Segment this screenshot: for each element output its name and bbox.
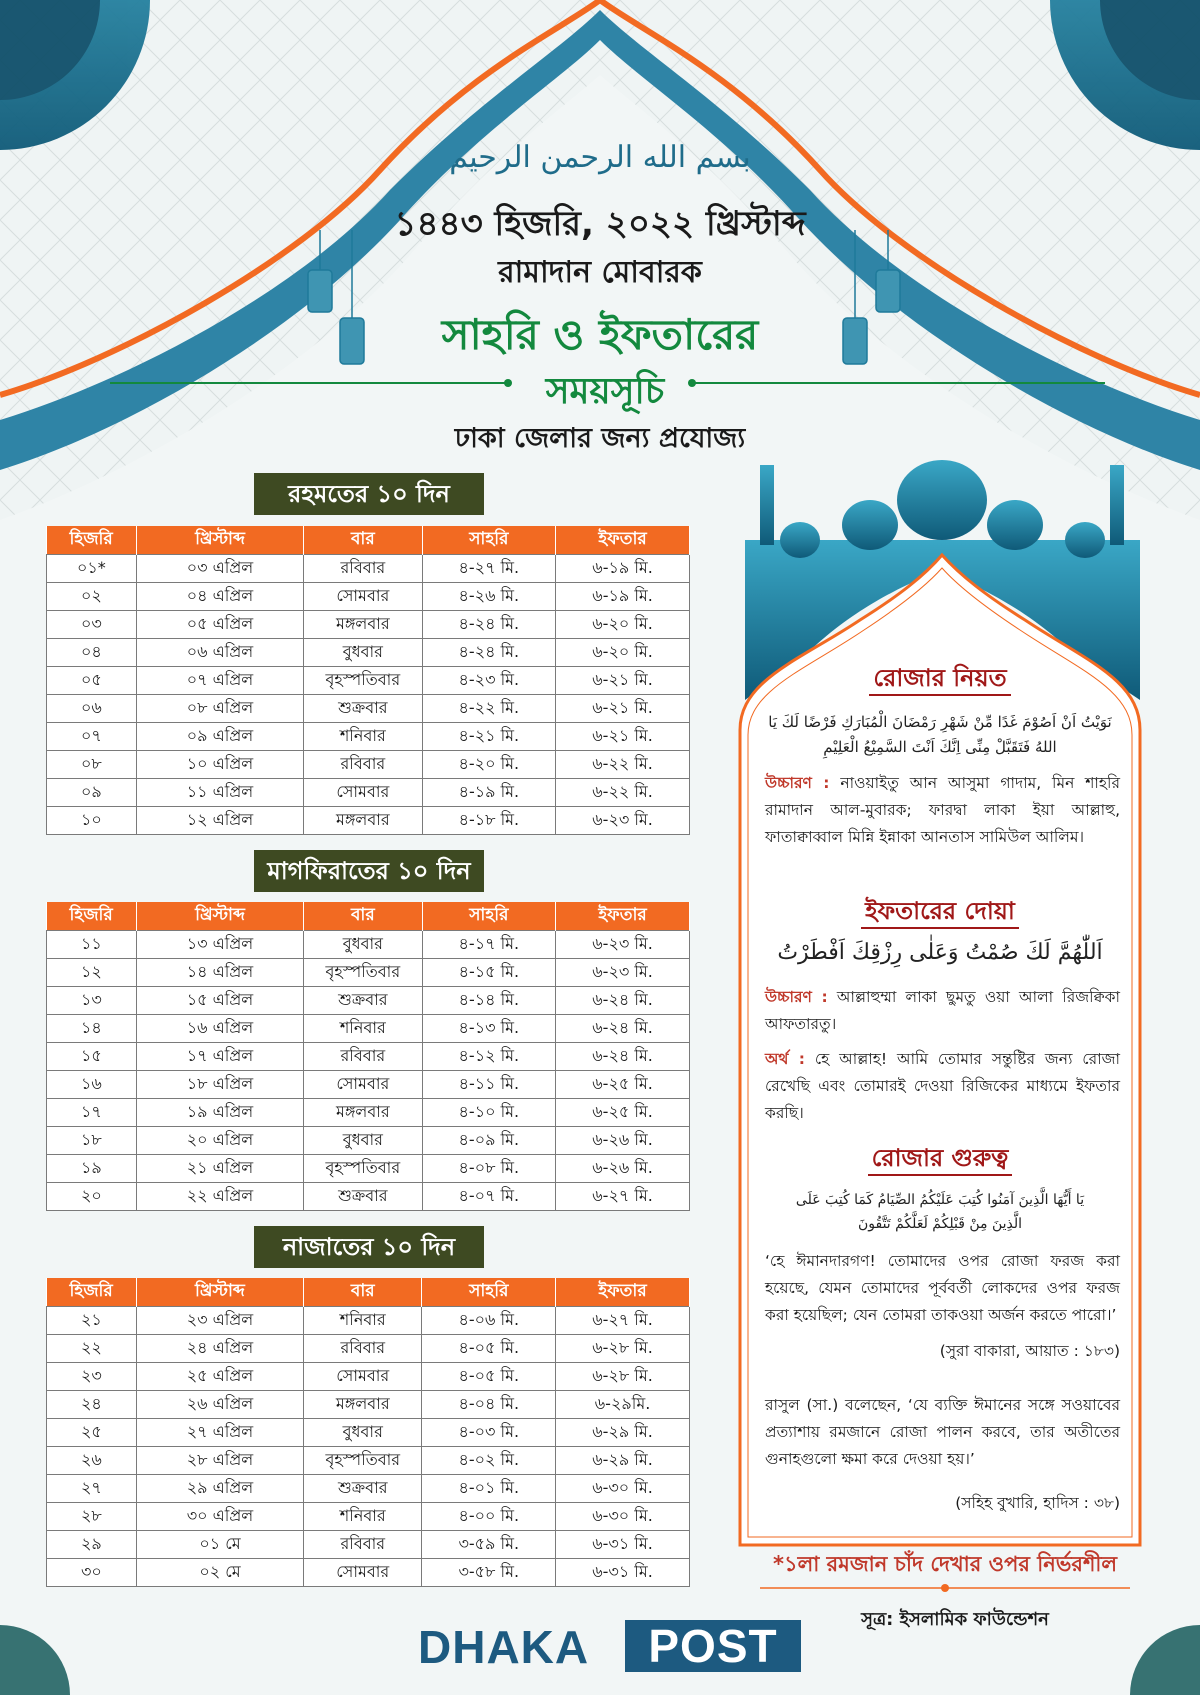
table-row (47, 987, 690, 1015)
iftar-time-cell: ৬-২৬ মি. (556, 1155, 690, 1183)
sehri-time-cell: ৪-২৭ মি. (422, 555, 556, 583)
sehri-time-cell: ৪-০৪ মি. (422, 1391, 556, 1419)
gregorian-date-cell: ০৯ এপ্রিল (136, 723, 303, 751)
hijri-date-cell: ২৩ (47, 1363, 137, 1391)
iftar-time-cell: ৬-২১ মি. (556, 695, 690, 723)
meaning-text: হে আল্লাহ! আমি তোমার সন্তুষ্টির জন্য রোজা রেখেছি এবং তোমারই দেওয়া রিজিকের মাধ্যমে ইফতার করছি। (765, 1050, 1120, 1122)
hijri-date-cell: ২১ (47, 1307, 137, 1335)
hijri-date-cell: ০২ (47, 583, 137, 611)
table-row (47, 1531, 690, 1559)
col-header: ইফতার (556, 526, 690, 555)
weekday-cell: রবিবার (304, 555, 422, 583)
weekday-cell: শুক্রবার (304, 1183, 422, 1211)
sehri-time-cell: ৩-৫৯ মি. (422, 1531, 556, 1559)
table-header (47, 526, 690, 555)
gregorian-date-cell: ১১ এপ্রিল (136, 779, 303, 807)
timetable-rahmat (46, 526, 690, 835)
table-row (47, 667, 690, 695)
gregorian-date-cell: ০৬ এপ্রিল (136, 639, 303, 667)
table-row (47, 1099, 690, 1127)
table-row (47, 1419, 690, 1447)
section-title-najat: নাজাতের ১০ দিন (254, 1226, 484, 1268)
weekday-cell: রবিবার (304, 1043, 422, 1071)
table-row (47, 639, 690, 667)
gregorian-date-cell: ২৪ এপ্রিল (136, 1335, 303, 1363)
col-header: খ্রিস্টাব্দ (136, 526, 303, 555)
col-header: বার (304, 526, 422, 555)
sehri-time-cell: ৪-১৮ মি. (422, 807, 556, 835)
iftar-time-cell: ৬-২৩ মি. (556, 807, 690, 835)
weekday-cell: মঙ্গলবার (304, 611, 422, 639)
sehri-time-cell: ৪-০২ মি. (422, 1447, 556, 1475)
sehri-time-cell: ৪-২০ মি. (422, 751, 556, 779)
table-row (47, 695, 690, 723)
hijri-date-cell: ১১ (47, 931, 137, 959)
iftar-time-cell: ৬-২৩ মি. (556, 959, 690, 987)
weekday-cell: শুক্রবার (304, 695, 422, 723)
hijri-date-cell: ১৫ (47, 1043, 137, 1071)
iftar-time-cell: ৬-২৯ মি. (556, 1447, 690, 1475)
table-row (47, 959, 690, 987)
hadith-reference: (সহিহ বুখারি, হাদিস : ৩৮) (955, 1494, 1120, 1512)
iftar-dua-pronunciation (765, 984, 1120, 1038)
weekday-cell: সোমবার (304, 779, 422, 807)
weekday-cell: বুধবার (304, 931, 422, 959)
table-row (47, 555, 690, 583)
weekday-cell: শনিবার (304, 1503, 422, 1531)
weekday-cell: মঙ্গলবার (304, 1391, 422, 1419)
iftar-time-cell: ৬-২৮ মি. (556, 1335, 690, 1363)
table-header (47, 902, 690, 931)
iftar-time-cell: ৬-২৯ মি. (556, 1419, 690, 1447)
sehri-time-cell: ৪-২১ মি. (422, 723, 556, 751)
table-row (47, 1155, 690, 1183)
hijri-date-cell: ১৯ (47, 1155, 137, 1183)
iftar-time-cell: ৬-২০ মি. (556, 639, 690, 667)
table-row (47, 1307, 690, 1335)
iftar-time-cell: ৬-২৮ মি. (556, 1363, 690, 1391)
sehri-time-cell: ৪-০৩ মি. (422, 1419, 556, 1447)
weekday-cell: বৃহস্পতিবার (304, 1155, 422, 1183)
table-row (47, 1559, 690, 1587)
table-row (47, 1503, 690, 1531)
iftar-time-cell: ৬-১৯ মি. (556, 555, 690, 583)
weekday-cell: বুধবার (304, 1419, 422, 1447)
table-row (47, 723, 690, 751)
col-header: সাহরি (422, 526, 556, 555)
hijri-date-cell: ২৬ (47, 1447, 137, 1475)
niyat-heading (780, 660, 1100, 700)
col-header: বার (304, 902, 422, 931)
hijri-date-cell: ০৭ (47, 723, 137, 751)
hijri-date-cell: ১২ (47, 959, 137, 987)
iftar-time-cell: ৬-২১ মি. (556, 723, 690, 751)
iftar-time-cell: ৬-২৫ মি. (556, 1099, 690, 1127)
gregorian-date-cell: ১৩ এপ্রিল (136, 931, 303, 959)
weekday-cell: শুক্রবার (304, 1475, 422, 1503)
weekday-cell: বৃহস্পতিবার (304, 1447, 422, 1475)
sehri-time-cell: ৪-০৭ মি. (422, 1183, 556, 1211)
importance-title: রোজার গুরুত্ব (868, 1144, 1013, 1176)
gregorian-date-cell: ১৯ এপ্রিল (136, 1099, 303, 1127)
iftar-time-cell: ৬-২৪ মি. (556, 987, 690, 1015)
weekday-cell: শনিবার (304, 1307, 422, 1335)
col-header: হিজরি (47, 1278, 137, 1307)
col-header: হিজরি (47, 902, 137, 931)
table-row (47, 611, 690, 639)
quran-reference: (সুরা বাকারা, আয়াত : ১৮৩) (939, 1342, 1120, 1360)
gregorian-date-cell: ২৭ এপ্রিল (136, 1419, 303, 1447)
iftar-time-cell: ৬-২২ মি. (556, 751, 690, 779)
meaning-label: অর্থ : (765, 1050, 805, 1068)
weekday-cell: সোমবার (304, 1363, 422, 1391)
hijri-date-cell: ২৫ (47, 1419, 137, 1447)
sehri-time-cell: ৪-০৫ মি. (422, 1335, 556, 1363)
sehri-time-cell: ৪-১০ মি. (422, 1099, 556, 1127)
quran-quote: ‘হে ঈমানদারগণ! তোমাদের ওপর রোজা ফরজ করা হয়েছে, যেমন তোমাদের পূর্ববর্তী লোকদের ওপর ফরজ করা হয়েছিল; যেন তোমরা তাকওয়া অর্জন করতে পারো।’ (765, 1252, 1120, 1324)
importance-heading (780, 1140, 1100, 1180)
gregorian-date-cell: ০৭ এপ্রিল (136, 667, 303, 695)
iftar-dua-arabic: اَللّٰهُمَّ لَكَ صُمْتُ وَعَلٰى رِزْقِكَ اَفْطَرْتُ (777, 940, 1103, 965)
weekday-cell: সোমবার (304, 1559, 422, 1587)
timetable-magfirat (46, 902, 690, 1211)
hijri-date-cell: ২৯ (47, 1531, 137, 1559)
hijri-date-cell: ২২ (47, 1335, 137, 1363)
pronunciation-label: উচ্চারণ : (765, 774, 830, 792)
weekday-cell: রবিবার (304, 1531, 422, 1559)
hijri-date-cell: ০১* (47, 555, 137, 583)
page-title: সাহরি ও ইফতারের (441, 310, 759, 359)
niyat-title: রোজার নিয়ত (869, 664, 1010, 696)
gregorian-date-cell: ১৫ এপ্রিল (136, 987, 303, 1015)
gregorian-date-cell: ০২ মে (136, 1559, 303, 1587)
region-note: ঢাকা জেলার জন্য প্রযোজ্য (454, 423, 746, 454)
gregorian-date-cell: ২৮ এপ্রিল (136, 1447, 303, 1475)
gregorian-date-cell: ৩০ এপ্রিল (136, 1503, 303, 1531)
weekday-cell: সোমবার (304, 583, 422, 611)
iftar-time-cell: ৬-২৩ মি. (556, 931, 690, 959)
hijri-date-cell: ০৮ (47, 751, 137, 779)
pronunciation-label: উচ্চারণ : (765, 988, 828, 1006)
sehri-time-cell: ৪-০৫ মি. (422, 1363, 556, 1391)
logo-text-dhaka: DHAKA (418, 1621, 590, 1673)
table-row (47, 807, 690, 835)
section-title-magfirat: মাগফিরাতের ১০ দিন (254, 850, 484, 892)
iftar-time-cell: ৬-২৭ মি. (556, 1307, 690, 1335)
hijri-date-cell: ২৪ (47, 1391, 137, 1419)
source-credit: সূত্র: ইসলামিক ফাউন্ডেশন (861, 1609, 1049, 1630)
col-header: বার (304, 1278, 422, 1307)
table-row (47, 583, 690, 611)
importance-arabic-line-1: يَا أَيُّهَا الَّذِينَ آمَنُوا كُتِبَ عَلَيْكُمُ الصِّيَامُ كَمَا كُتِبَ عَلَى (795, 1192, 1085, 1208)
table-row (47, 1127, 690, 1155)
hijri-date-cell: ০৪ (47, 639, 137, 667)
niyat-arabic-line-2: اللهُ فَتَقَبَّلْ مِنِّى اِنَّكَ اَنْتَ السَّمِيْعُ الْعَلِيْمِ (823, 738, 1057, 756)
year-line: ১৪৪৩ হিজরি, ২০২২ খ্রিস্টাব্দ (394, 204, 806, 244)
gregorian-date-cell: ২৬ এপ্রিল (136, 1391, 303, 1419)
col-header: খ্রিস্টাব্দ (136, 902, 303, 931)
weekday-cell: শনিবার (304, 723, 422, 751)
sehri-time-cell: ৪-০৮ মি. (422, 1155, 556, 1183)
hijri-date-cell: ০৩ (47, 611, 137, 639)
table-header (47, 1278, 690, 1307)
weekday-cell: শুক্রবার (304, 987, 422, 1015)
weekday-cell: বুধবার (304, 1127, 422, 1155)
table-row (47, 1183, 690, 1211)
iftar-time-cell: ৬-২১ মি. (556, 667, 690, 695)
iftar-time-cell: ৬-২৪ মি. (556, 1015, 690, 1043)
hadith-quote: রাসুল (সা.) বলেছেন, ‘যে ব্যক্তি ঈমানের সঙ্গে সওয়াবের প্রত্যাশায় রমজানে রোজা পালন করবে, তার অতীতের গুনাহগুলো ক্ষমা করে দেওয়া হয়।’ (765, 1396, 1120, 1468)
sehri-time-cell: ৪-২৬ মি. (422, 583, 556, 611)
gregorian-date-cell: ২০ এপ্রিল (136, 1127, 303, 1155)
iftar-time-cell: ৬-২৬ মি. (556, 1127, 690, 1155)
table-row (47, 1363, 690, 1391)
hijri-date-cell: ৩০ (47, 1559, 137, 1587)
weekday-cell: বুধবার (304, 639, 422, 667)
gregorian-date-cell: ১২ এপ্রিল (136, 807, 303, 835)
iftar-dua-heading (780, 893, 1100, 933)
weekday-cell: সোমবার (304, 1071, 422, 1099)
iftar-time-cell: ৬-২৯মি. (556, 1391, 690, 1419)
col-header: ইফতার (556, 1278, 690, 1307)
sehri-time-cell: ৪-২৪ মি. (422, 639, 556, 667)
hijri-date-cell: ১৬ (47, 1071, 137, 1099)
gregorian-date-cell: ১৭ এপ্রিল (136, 1043, 303, 1071)
hijri-date-cell: ২০ (47, 1183, 137, 1211)
sehri-time-cell: ৪-০১ মি. (422, 1475, 556, 1503)
importance-arabic-line-2: الَّذِينَ مِنْ قَبْلِكُمْ لَعَلَّكُمْ تَتَّقُونَ (857, 1216, 1023, 1232)
table-row (47, 751, 690, 779)
hijri-date-cell: ০৫ (47, 667, 137, 695)
gregorian-date-cell: ১৪ এপ্রিল (136, 959, 303, 987)
iftar-time-cell: ৬-২০ মি. (556, 611, 690, 639)
iftar-time-cell: ৬-৩১ মি. (556, 1559, 690, 1587)
sehri-time-cell: ৪-১১ মি. (422, 1071, 556, 1099)
iftar-time-cell: ৬-৩০ মি. (556, 1475, 690, 1503)
sehri-time-cell: ৪-১৭ মি. (422, 931, 556, 959)
col-header: সাহরি (422, 1278, 556, 1307)
logo-text-post: POST (625, 1620, 801, 1672)
sehri-time-cell: ৪-১৩ মি. (422, 1015, 556, 1043)
pronunciation-text: নাওয়াইতু আন আসুমা গাদাম, মিন শাহরি রামাদান আল-মুবারক; ফারদ্বা লাকা ইয়া আল্লাহু, ফাতাক্বাব্বাল মিন্নি ইন্নাকা আনতাস সামিউল আলিম। (765, 774, 1121, 846)
greeting: রামাদান মোবারক (498, 255, 702, 290)
weekday-cell: বৃহস্পতিবার (304, 667, 422, 695)
niyat-pronunciation (765, 770, 1120, 851)
gregorian-date-cell: ২৩ এপ্রিল (136, 1307, 303, 1335)
weekday-cell: রবিবার (304, 751, 422, 779)
hijri-date-cell: ১৮ (47, 1127, 137, 1155)
sehri-time-cell: ৪-২৩ মি. (422, 667, 556, 695)
iftar-dua-title: ইফতারের দোয়া (861, 897, 1019, 929)
gregorian-date-cell: ০৪ এপ্রিল (136, 583, 303, 611)
sehri-time-cell: ৪-১২ মি. (422, 1043, 556, 1071)
gregorian-date-cell: ০৫ এপ্রিল (136, 611, 303, 639)
iftar-time-cell: ৬-২২ মি. (556, 779, 690, 807)
page-subtitle: সময়সূচি (545, 371, 665, 412)
col-header: সাহরি (422, 902, 556, 931)
sehri-time-cell: ৪-০০ মি. (422, 1503, 556, 1531)
iftar-time-cell: ৬-২৭ মি. (556, 1183, 690, 1211)
iftar-time-cell: ৬-৩১ মি. (556, 1531, 690, 1559)
iftar-time-cell: ৬-২৫ মি. (556, 1071, 690, 1099)
table-row (47, 1391, 690, 1419)
hijri-date-cell: ১০ (47, 807, 137, 835)
hijri-date-cell: ০৯ (47, 779, 137, 807)
weekday-cell: রবিবার (304, 1335, 422, 1363)
sehri-time-cell: ৪-১৯ মি. (422, 779, 556, 807)
table-row (47, 1071, 690, 1099)
hijri-date-cell: ১৭ (47, 1099, 137, 1127)
col-header: ইফতার (556, 902, 690, 931)
table-row (47, 779, 690, 807)
col-header: খ্রিস্টাব্দ (136, 1278, 303, 1307)
hijri-date-cell: ২৮ (47, 1503, 137, 1531)
sehri-time-cell: ৪-০৬ মি. (422, 1307, 556, 1335)
sehri-time-cell: ৪-২২ মি. (422, 695, 556, 723)
hijri-date-cell: ১৩ (47, 987, 137, 1015)
gregorian-date-cell: ০৩ এপ্রিল (136, 555, 303, 583)
table-row (47, 1335, 690, 1363)
gregorian-date-cell: ০৮ এপ্রিল (136, 695, 303, 723)
sehri-time-cell: ৪-২৪ মি. (422, 611, 556, 639)
weekday-cell: মঙ্গলবার (304, 1099, 422, 1127)
sehri-time-cell: ৪-১৪ মি. (422, 987, 556, 1015)
sehri-time-cell: ৪-১৫ মি. (422, 959, 556, 987)
table-row (47, 1447, 690, 1475)
table-row (47, 931, 690, 959)
iftar-dua-meaning (765, 1046, 1120, 1127)
timetable-najat (46, 1278, 690, 1587)
niyat-arabic-line-1: نَوَيْتُ اَنْ اَصُوْمَ غَدًا مِّنْ شَهْرِ رَمْضَانَ الْمُبَارَكِ فَرْضًا لَكَ يَا (768, 713, 1112, 731)
gregorian-date-cell: ১৮ এপ্রিল (136, 1071, 303, 1099)
iftar-time-cell: ৬-২৪ মি. (556, 1043, 690, 1071)
gregorian-date-cell: ১০ এপ্রিল (136, 751, 303, 779)
gregorian-date-cell: ২১ এপ্রিল (136, 1155, 303, 1183)
subtitle-row (110, 364, 1100, 410)
pronunciation-text: আল্লাহুম্মা লাকা ছুমতু ওয়া আলা রিজক্বিকা আফতারতু। (765, 988, 1120, 1033)
hijri-date-cell: ২৭ (47, 1475, 137, 1503)
gregorian-date-cell: ০১ মে (136, 1531, 303, 1559)
weekday-cell: শনিবার (304, 1015, 422, 1043)
iftar-time-cell: ৬-১৯ মি. (556, 583, 690, 611)
sehri-time-cell: ৪-০৯ মি. (422, 1127, 556, 1155)
hijri-date-cell: ১৪ (47, 1015, 137, 1043)
col-header: হিজরি (47, 526, 137, 555)
table-row (47, 1043, 690, 1071)
weekday-cell: মঙ্গলবার (304, 807, 422, 835)
section-title-rahmat: রহমতের ১০ দিন (254, 473, 484, 515)
table-row (47, 1475, 690, 1503)
gregorian-date-cell: ২৯ এপ্রিল (136, 1475, 303, 1503)
gregorian-date-cell: ২৫ এপ্রিল (136, 1363, 303, 1391)
bismillah-calligraphy: بسم الله الرحمن الرحيم (449, 140, 751, 175)
gregorian-date-cell: ২২ এপ্রিল (136, 1183, 303, 1211)
gregorian-date-cell: ১৬ এপ্রিল (136, 1015, 303, 1043)
iftar-time-cell: ৬-৩০ মি. (556, 1503, 690, 1531)
moon-sighting-note: *১লা রমজান চাঁদ দেখার ওপর নির্ভরশীল (772, 1552, 1118, 1576)
hijri-date-cell: ০৬ (47, 695, 137, 723)
weekday-cell: বৃহস্পতিবার (304, 959, 422, 987)
table-row (47, 1015, 690, 1043)
sehri-time-cell: ৩-৫৮ মি. (422, 1559, 556, 1587)
